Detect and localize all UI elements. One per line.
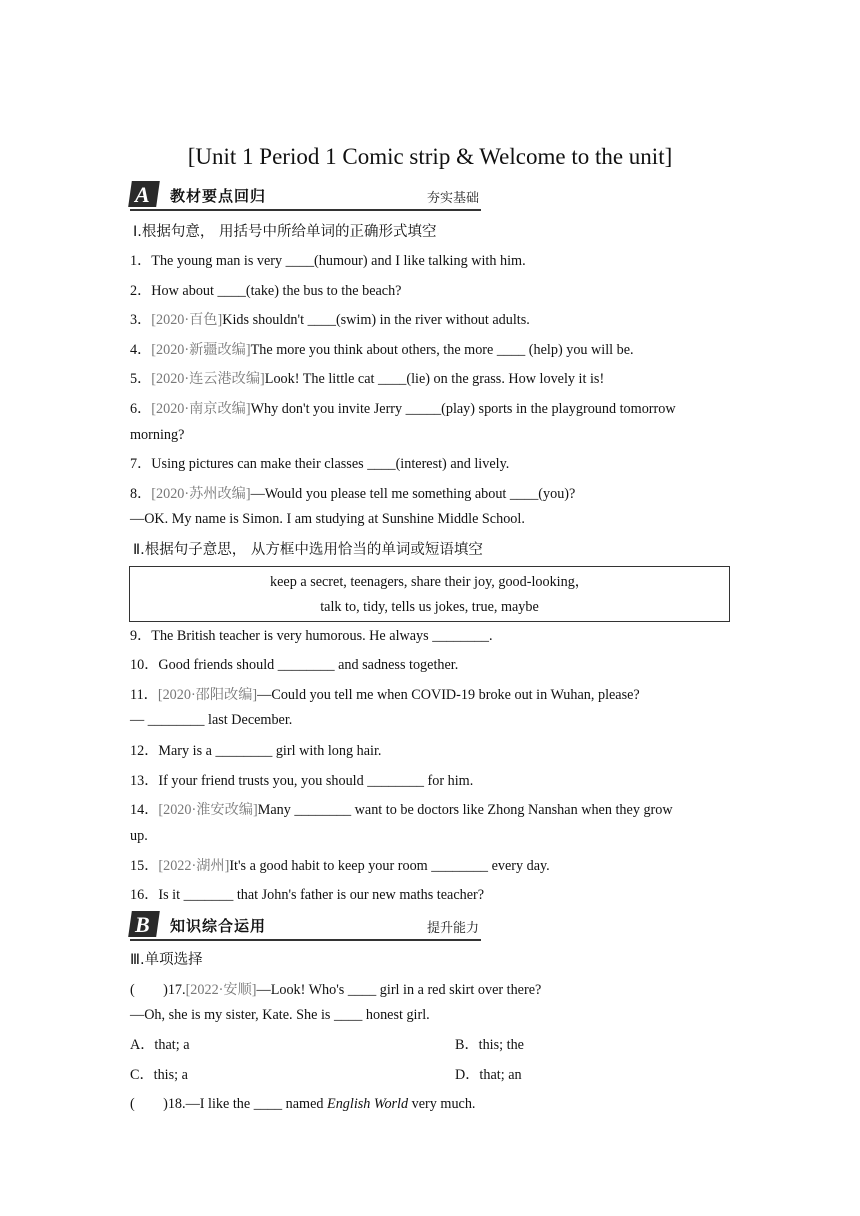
item-source: [2020·淮安改编] bbox=[158, 802, 258, 818]
item-text: morning? bbox=[130, 427, 185, 443]
q17-blank-2[interactable]: ____ bbox=[333, 1007, 363, 1023]
q17-option-c[interactable]: C．this; a bbox=[130, 1067, 188, 1083]
answer-blank[interactable]: ________ bbox=[215, 743, 273, 759]
part2-item bbox=[130, 799, 673, 819]
q18-blank[interactable]: ____ bbox=[253, 1096, 283, 1112]
answer-blank[interactable]: ________ bbox=[294, 802, 352, 818]
part2-item bbox=[130, 684, 640, 704]
answer-blank[interactable]: ________ bbox=[432, 628, 489, 644]
item-text-after: every day. bbox=[488, 858, 550, 874]
item-number: 6． bbox=[130, 401, 152, 417]
item-text: —Could you tell me when COVID-19 broke out in Wuhan, please? bbox=[257, 687, 640, 703]
item-number: 9． bbox=[130, 628, 152, 644]
q17-option-b[interactable]: B．this; the bbox=[455, 1037, 524, 1053]
q17-line2-b: honest girl. bbox=[362, 1007, 430, 1023]
item-number: 3． bbox=[130, 312, 152, 328]
item-text-after: . bbox=[488, 628, 493, 644]
q18-text-3: very much. bbox=[408, 1096, 476, 1112]
item-text-after: (you)? bbox=[538, 486, 576, 502]
item-text-after: (help) you will be. bbox=[525, 342, 634, 358]
item-text: — bbox=[130, 712, 145, 728]
item-text: Why don't you invite Jerry bbox=[250, 401, 403, 417]
answer-blank[interactable]: ________ bbox=[277, 657, 335, 673]
item-text: Kids shouldn't bbox=[222, 312, 305, 328]
item-source: [2020·苏州改编] bbox=[151, 486, 251, 502]
item-number: 1． bbox=[130, 253, 152, 269]
question-18 bbox=[130, 1093, 475, 1113]
item-source: [2020·南京改编] bbox=[151, 401, 251, 417]
item-source: [2020·百色] bbox=[151, 312, 223, 328]
part2-item bbox=[130, 654, 458, 674]
item-source: [2020·连云港改编] bbox=[151, 371, 265, 387]
item-number: 11． bbox=[130, 687, 158, 703]
section-a-subtitle: 夯实基础 bbox=[426, 191, 479, 206]
item-text: Look! The little cat bbox=[264, 371, 375, 387]
item-number: 10． bbox=[130, 657, 159, 673]
item-text: —Would you please tell me something about bbox=[250, 486, 507, 502]
part1-item bbox=[130, 453, 509, 473]
q17-source: [2022·安顺] bbox=[185, 982, 257, 998]
question-17-line-2 bbox=[130, 1007, 430, 1024]
item-number: 12． bbox=[130, 743, 159, 759]
item-number: 7． bbox=[130, 456, 152, 472]
answer-blank[interactable]: ____ bbox=[217, 283, 246, 299]
part1-item bbox=[130, 309, 530, 329]
part2-item bbox=[130, 740, 381, 760]
part2-heading: Ⅱ.根据句子意思， 从方框中选用恰当的单词或短语填空 bbox=[133, 542, 483, 558]
part1-item bbox=[130, 483, 575, 503]
item-text-after: that John's father is our new maths teacher? bbox=[233, 887, 485, 903]
item-text: Mary is a bbox=[158, 743, 212, 759]
item-text-after: want to be doctors like Zhong Nanshan when they grow bbox=[351, 802, 673, 818]
answer-blank[interactable]: ________ bbox=[367, 773, 424, 789]
item-text-after: (lie) on the grass. How lovely it is! bbox=[406, 371, 605, 387]
q18-text-1: —I like the bbox=[185, 1096, 251, 1112]
part1-item bbox=[130, 250, 526, 270]
answer-blank[interactable]: ____ bbox=[509, 486, 539, 502]
item-text: The young man is very bbox=[151, 253, 283, 269]
answer-blank[interactable]: ________ bbox=[147, 712, 205, 728]
section-a-letter: A bbox=[135, 182, 150, 207]
answer-blank[interactable]: ________ bbox=[431, 858, 489, 874]
word-box-line-1: keep a secret, teenagers, share their joy, good-looking， bbox=[270, 574, 589, 590]
part2-item bbox=[130, 855, 550, 875]
q17-text-1: —Look! Who's bbox=[256, 982, 345, 998]
section-a-header bbox=[130, 181, 481, 211]
word-box-line-2: talk to, tidy, tells us jokes, true, maybe bbox=[320, 599, 539, 615]
item-text: Is it bbox=[158, 887, 181, 903]
question-17 bbox=[130, 979, 541, 999]
part2-item bbox=[130, 884, 484, 904]
item-text: It's a good habit to keep your room bbox=[229, 858, 428, 874]
q18-italic-title: English World bbox=[327, 1096, 409, 1112]
word-box bbox=[129, 566, 730, 622]
item-text-after: last December. bbox=[204, 712, 293, 728]
part1-item bbox=[130, 511, 525, 528]
answer-blank[interactable]: ____ bbox=[367, 456, 396, 472]
item-text: up. bbox=[130, 828, 148, 844]
item-text: —OK. My name is Simon. I am studying at Sunshine Middle School. bbox=[130, 511, 525, 527]
answer-blank[interactable]: _______ bbox=[183, 887, 234, 903]
item-number: 8． bbox=[130, 486, 152, 502]
part2-item bbox=[130, 712, 292, 729]
answer-blank[interactable]: ____ bbox=[285, 253, 315, 269]
part2-item bbox=[130, 625, 493, 645]
q17-line2-a: —Oh, she is my sister, Kate. She is bbox=[130, 1007, 331, 1023]
q17-option-d[interactable]: D．that; an bbox=[455, 1067, 522, 1083]
item-text: Using pictures can make their classes bbox=[151, 456, 364, 472]
item-source: [2022·湖州] bbox=[158, 858, 230, 874]
item-number: 13． bbox=[130, 773, 159, 789]
item-text: The more you think about others, the more bbox=[250, 342, 494, 358]
part1-item bbox=[130, 280, 401, 300]
part1-item bbox=[130, 398, 676, 418]
part1-heading: Ⅰ.根据句意， 用括号中所给单词的正确形式填空 bbox=[133, 224, 437, 240]
page-title: [Unit 1 Period 1 Comic strip & Welcome to the unit] bbox=[187, 144, 673, 169]
item-text-after: (swim) in the river without adults. bbox=[335, 312, 530, 328]
item-number: 4． bbox=[130, 342, 152, 358]
answer-blank[interactable]: ____ bbox=[496, 342, 526, 358]
q17-text-2: girl in a red skirt over there? bbox=[376, 982, 542, 998]
item-source: [2020·邵阳改编] bbox=[157, 687, 258, 703]
section-b-letter: B bbox=[135, 912, 150, 937]
item-text-after: and sadness together. bbox=[334, 657, 459, 673]
item-text-after: for him. bbox=[424, 773, 474, 789]
item-text: How about bbox=[151, 283, 214, 299]
answer-blank[interactable]: ____ bbox=[378, 371, 407, 387]
section-a-title: 教材要点回归 bbox=[170, 187, 267, 205]
item-number: 5． bbox=[130, 371, 152, 387]
part1-item bbox=[130, 368, 604, 388]
item-number: 2． bbox=[130, 283, 152, 299]
item-text-after: (humour) and I like talking with him. bbox=[314, 253, 526, 269]
q18-prefix: ( )18. bbox=[130, 1096, 186, 1112]
item-text-after: (play) sports in the playground tomorrow bbox=[441, 401, 676, 417]
item-source: [2020·新疆改编] bbox=[151, 342, 251, 358]
answer-blank[interactable]: _____ bbox=[405, 401, 442, 417]
item-text: If your friend trusts you, you should bbox=[158, 773, 364, 789]
part1-item bbox=[130, 339, 634, 359]
q17-prefix: ( )17. bbox=[130, 982, 186, 998]
item-text-after: girl with long hair. bbox=[272, 743, 382, 759]
item-number: 14． bbox=[130, 802, 159, 818]
answer-blank[interactable]: ____ bbox=[307, 312, 336, 328]
q18-text-2: named bbox=[282, 1096, 328, 1112]
item-number: 16． bbox=[130, 887, 159, 903]
item-text: Good friends should bbox=[158, 657, 275, 673]
item-number: 15． bbox=[130, 858, 159, 874]
item-text-after: (take) the bus to the beach? bbox=[245, 283, 402, 299]
part3-heading: Ⅲ.单项选择 bbox=[130, 952, 203, 968]
section-b-title: 知识综合运用 bbox=[170, 917, 267, 935]
part1-item bbox=[130, 427, 184, 444]
q17-blank-1[interactable]: ____ bbox=[347, 982, 377, 998]
section-b-header bbox=[130, 911, 481, 941]
q17-option-a[interactable]: A．that; a bbox=[130, 1037, 190, 1053]
part2-item bbox=[130, 770, 473, 790]
part2-item bbox=[130, 828, 148, 845]
item-text: The British teacher is very humorous. He always bbox=[151, 628, 429, 644]
section-b-subtitle: 提升能力 bbox=[426, 921, 479, 936]
item-text-after: (interest) and lively. bbox=[395, 456, 510, 472]
item-text: Many bbox=[257, 802, 291, 818]
